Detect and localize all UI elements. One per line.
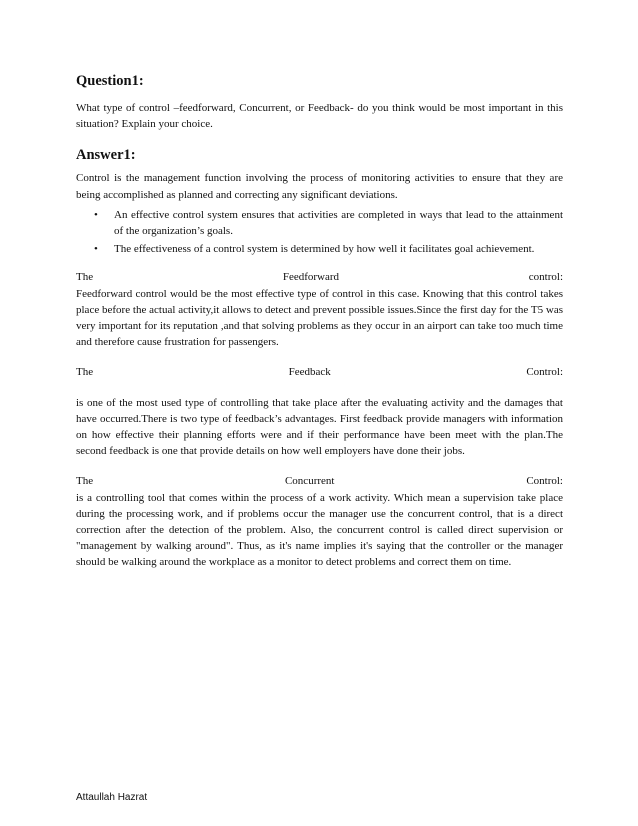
section-heading: [76, 269, 563, 285]
question-text: What type of control –feedforward, Concurrent, or Feedback- do you think would be most important in this situation? Explain your choice.: [76, 102, 563, 131]
section-body: is one of the most used type of controlling that take place after the evaluating activity and the damages that have occurred.There is two type of feedback’s advantages. First feedback provide managers with information on how effective their planning efforts were and if their performance have been meet with the plan.The second feedback is one that provide details on how well employers have done their jobs.: [76, 396, 563, 458]
document-content: [76, 72, 563, 585]
answer-bullet-list: [76, 207, 563, 258]
bullet-icon: •: [94, 243, 98, 256]
bullet-item: [94, 207, 563, 239]
section-heading-left: The: [76, 271, 94, 284]
section-heading-right: Control:: [526, 475, 563, 488]
section-concurrent: [76, 473, 563, 570]
bullet-icon: •: [94, 208, 98, 221]
bullet-text: The effectiveness of a control system is determined by how well it facilitates goal achievement.: [114, 243, 535, 256]
section-body: is a controlling tool that comes within the process of a work activity. Which mean a supervision take place during the processing work, and if problems occur the manager use the concurrent control, that is a direct correction after the detection of the problem. Also, the concurrent control is called direct supervision or "management by walking around". Thus, as it's name implies it's saying that the controller or the manager should be walking around the workplace as a monitor to detect problems and correct them on time.: [76, 491, 563, 569]
footer-author: Attaullah Hazrat: [76, 792, 148, 803]
section-heading-right: Control:: [526, 366, 563, 379]
answer-title: Answer1:: [76, 147, 136, 164]
section-heading-right: control:: [528, 271, 563, 284]
section-feedback: [76, 364, 563, 459]
bullet-text: An effective control system ensures that activities are completed in ways that lead to the attainment of the organization’s goals.: [114, 208, 563, 238]
section-feedforward: [76, 269, 563, 350]
section-heading-mid: Feedback: [288, 366, 331, 379]
answer-intro: Control is the management function involving the process of monitoring activities to ensure that they are being accomplished as planned and correcting any significant deviations.: [76, 172, 563, 201]
section-heading-left: The: [76, 475, 94, 488]
section-heading-left: The: [76, 366, 94, 379]
bullet-item: [94, 241, 563, 257]
section-heading: [76, 364, 563, 380]
section-heading-mid: Concurrent: [284, 475, 335, 488]
question-title: Question1:: [76, 73, 144, 89]
section-body: Feedforward control would be the most effective type of control in this case. Knowing that this control takes place before the actual activity,it allows to detect and prevent possible issues.Since the first day for the T5 was very important for its reputation ,and that solving problems as they occur in an airport can take too much time and therefore cause frustration for passengers.: [76, 287, 563, 349]
section-heading: [76, 473, 563, 489]
spacer: [76, 381, 563, 395]
section-heading-mid: Feedforward: [282, 271, 340, 284]
